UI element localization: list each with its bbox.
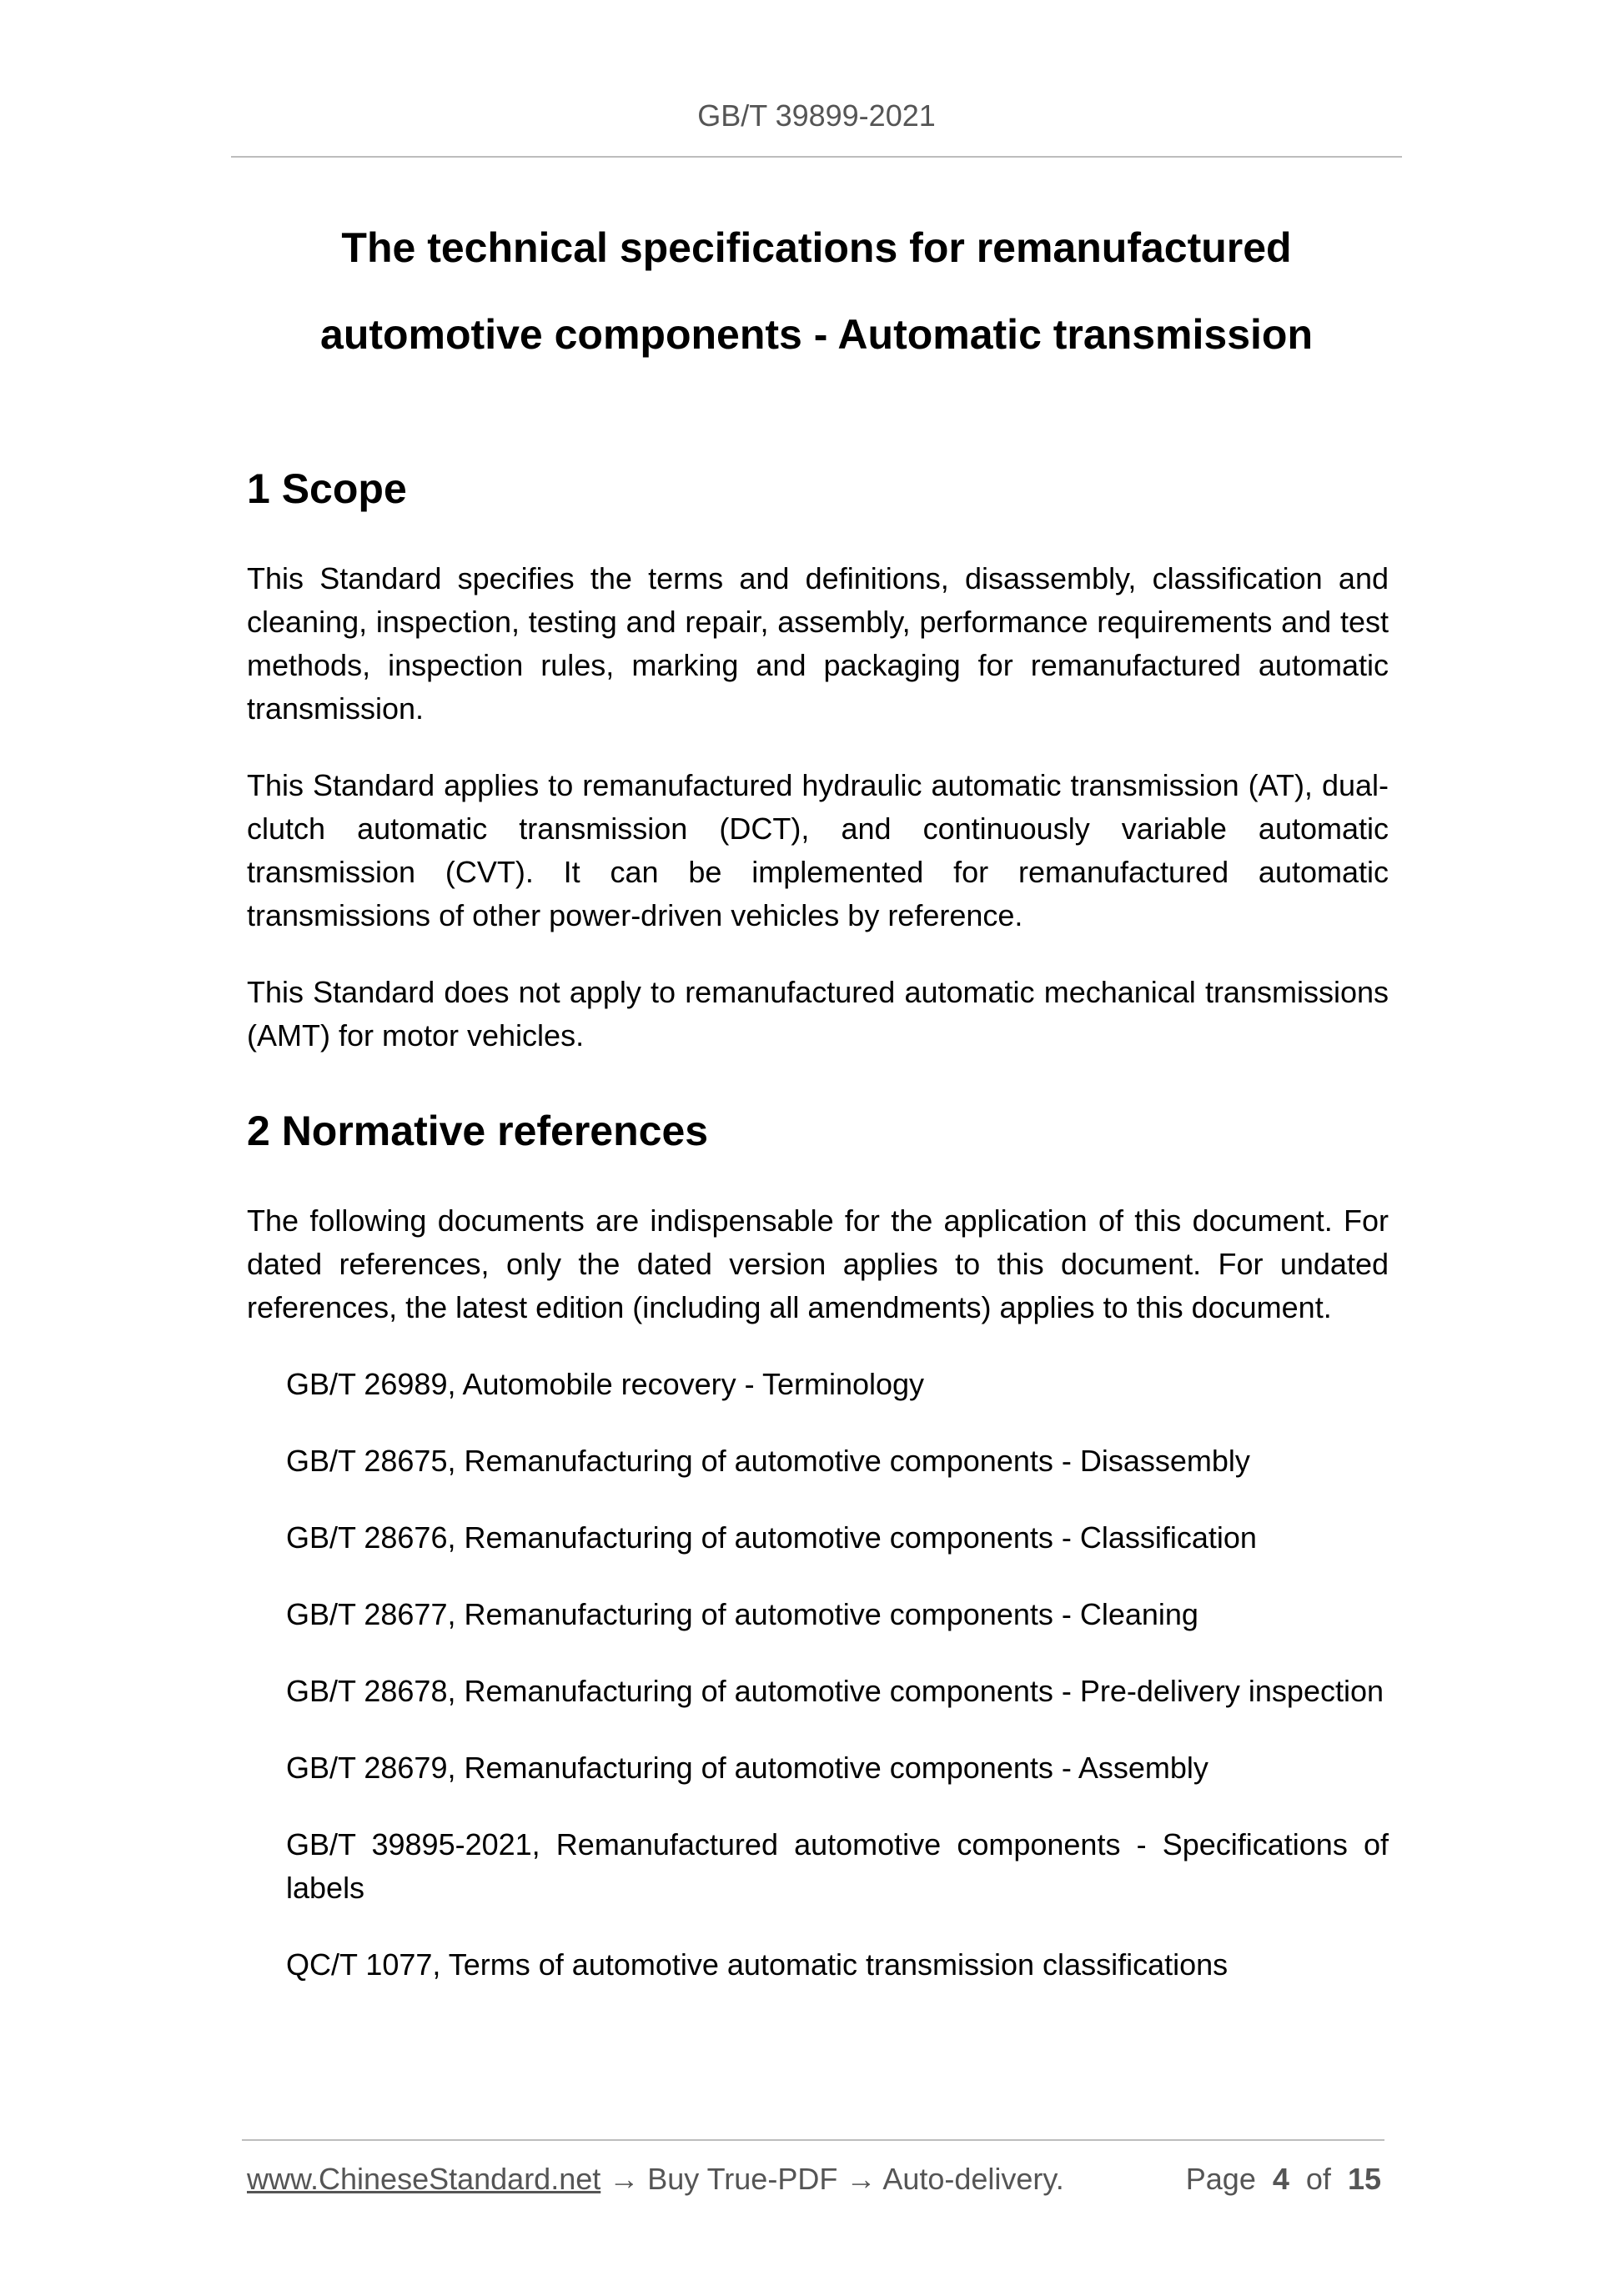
scope-paragraph: This Standard does not apply to remanufactured automatic mechanical transmissions (AMT) for motor vehicles. xyxy=(247,975,1389,1053)
current-page-number: 4 xyxy=(1272,2162,1289,2196)
page-label: Page xyxy=(1185,2162,1256,2196)
references-intro: The following documents are indispensable for the application of this document. For dated references, only the dated version applies to this document. For undated references, the latest edition (including all amendments) applies to this document. xyxy=(247,1203,1389,1324)
footer-promo xyxy=(247,2158,1064,2200)
reference-item: GB/T 28679, Remanufacturing of automotive components - Assembly xyxy=(286,1751,1208,1785)
reference-item: GB/T 28677, Remanufacturing of automotive components - Cleaning xyxy=(286,1597,1198,1631)
title-line-1: The technical specifications for remanufactured xyxy=(341,224,1292,271)
document-body xyxy=(247,459,1389,2020)
total-pages-number: 15 xyxy=(1347,2162,1381,2196)
running-header: GB/T 39899-2021 xyxy=(697,98,936,133)
reference-list xyxy=(247,1363,1389,1987)
footer-divider xyxy=(242,2139,1384,2141)
footer-tagline: → Buy True-PDF → Auto-delivery. xyxy=(600,2162,1064,2196)
header-divider xyxy=(231,156,1402,158)
reference-item: GB/T 39895-2021, Remanufactured automotive components - Specifications of labels xyxy=(286,1827,1389,1905)
document-title xyxy=(231,204,1402,378)
reference-item: GB/T 28675, Remanufacturing of automotive components - Disassembly xyxy=(286,1444,1250,1478)
reference-item: GB/T 28678, Remanufacturing of automotive components - Pre-delivery inspection xyxy=(286,1674,1384,1708)
reference-item: QC/T 1077, Terms of automotive automatic transmission classifications xyxy=(286,1947,1229,1982)
website-link[interactable]: www.ChineseStandard.net xyxy=(247,2162,601,2196)
reference-item: GB/T 28676, Remanufacturing of automotive components - Classification xyxy=(286,1520,1257,1555)
scope-paragraph: This Standard applies to remanufactured hydraulic automatic transmission (AT), dual-clutch automatic transmission (DCT), and continuously variable automatic transmission (CVT). It can be implemented for remanufactured automatic transmissions of other power-driven vehicles by reference. xyxy=(247,768,1389,932)
scope-paragraph: This Standard specifies the terms and definitions, disassembly, classification and cleaning, inspection, testing and repair, assembly, performance requirements and test methods, inspection rules, marking and packaging for remanufactured automatic transmission. xyxy=(247,561,1389,726)
reference-item: GB/T 26989, Automobile recovery - Terminology xyxy=(286,1367,925,1401)
section-heading-scope: 1 Scope xyxy=(247,465,407,512)
of-label: of xyxy=(1305,2162,1331,2196)
title-line-2: automotive components - Automatic transmission xyxy=(320,311,1313,358)
page-indicator xyxy=(1186,2158,1381,2200)
section-heading-normative-references: 2 Normative references xyxy=(247,1108,709,1154)
